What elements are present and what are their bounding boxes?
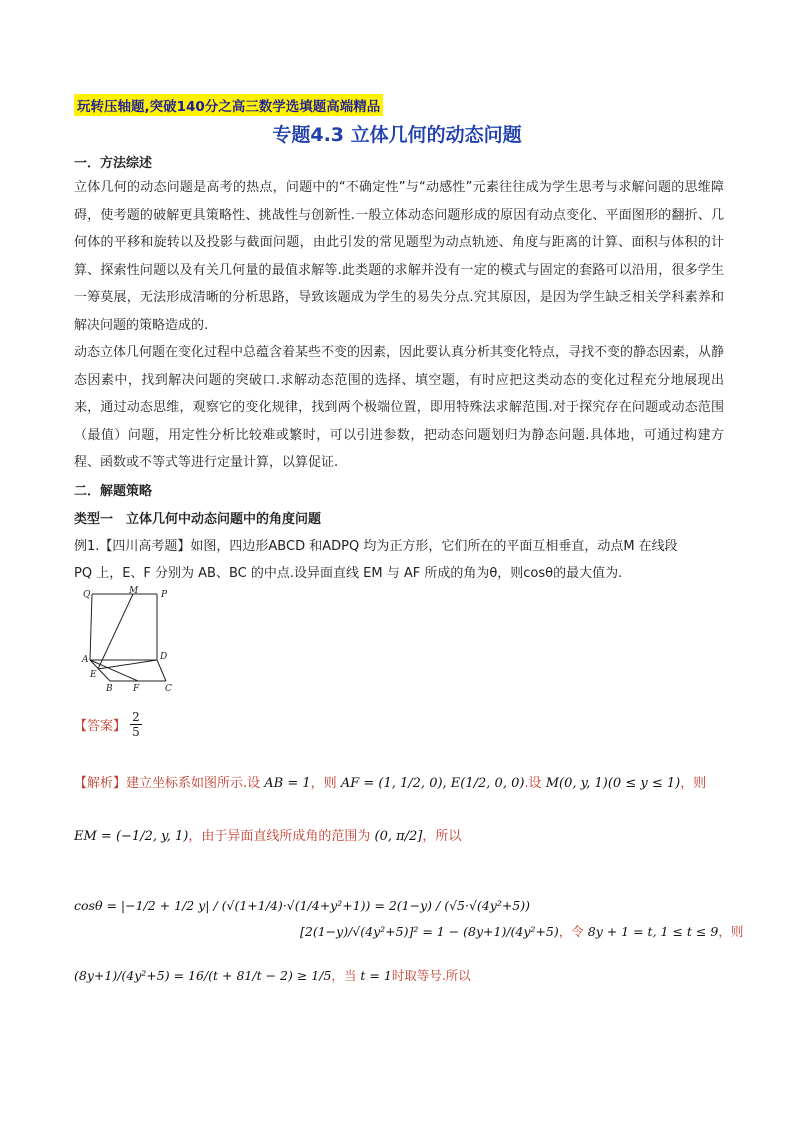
formula-inequality: (8y+1)/(4y²+5) = 16/(t + 81/t − 2) ≥ 1/5: [74, 968, 332, 983]
solution-text-1g: ，则: [680, 776, 707, 791]
formula-substitution: 8y + 1 = t, 1 ≤ t ≤ 9: [587, 924, 719, 939]
answer-numerator: 2: [132, 710, 140, 724]
paragraph-2: 动态立体几何题在变化过程中总蕴含着某些不变的因素，因此要认真分析其变化特点，寻找不变的静态因素，从静态因素中，找到解决问题的突破口.求解动态范围的选择、填空题，有时应把这类动态的变化过程充分地展现出来，通过动态思维，观察它的变化规律，找到两个极端位置，即用特殊法求解范围.对于探究存在问题或动态范围（最值）问题，用定性分析比较难或繁时，可以引进参数，把动态问题划归为静态问题.具体地，可通过构建方程、函数或不等式等进行定量计算，以算促证.: [74, 345, 725, 470]
solution-text-4b: ，当: [331, 968, 357, 983]
label-c: C: [165, 684, 172, 694]
solution-line-3b: [300, 922, 743, 940]
formula-af-e: AF = (1, 1/2, 0), E(1/2, 0, 0): [340, 776, 525, 791]
formula-m: M(0, y, 1)(0 ≤ y ≤ 1): [545, 776, 681, 791]
solution-line-3: [74, 898, 530, 913]
answer-tag: 【答案】: [74, 719, 127, 734]
label-p: P: [161, 590, 168, 600]
answer-denominator: 5: [132, 725, 140, 739]
formula-angle-range: (0, π/2]: [374, 829, 423, 844]
label-a: A: [82, 655, 89, 665]
segment-em: [98, 594, 133, 669]
solution-text-3e: ，则: [718, 924, 744, 939]
solution-line-4: [74, 966, 471, 984]
section-heading-strategy: 二．解题策略: [74, 484, 153, 499]
formula-t-equals-1: t = 1: [360, 968, 392, 983]
paragraph-1: 立体几何的动态问题是高考的热点，问题中的“不确定性”与“动感性”元素往往成为学生思考与求解问题的思维障碍，使考题的破解更具策略性、挑战性与创新性.一般立体动态问题形成的原因有动点变化、平面图形的翻折、几何体的平移和旋转以及投影与截面问题，由此引发的常见题型为动点轨迹、角度与距离的计算、面积与体积的计算、探索性问题以及有关几何量的最值求解等.此类题的求解并没有一定的模式与固定的套路可以沿用，很多学生一筹莫展，无法形成清晰的分析思路，导致该题成为学生的易失分点.究其原因，是因为学生缺乏相关学科素养和解决问题的策略造成的.: [74, 180, 724, 333]
example-line-2: PQ 上，E、F 分别为 AB、BC 的中点.设异面直线 EM 与 AF 所成的角为θ，则cosθ的最大值为.: [74, 566, 623, 581]
label-d: D: [160, 652, 168, 662]
formula-em: EM = (−1/2, y, 1): [74, 829, 189, 844]
solution-text-1c: ，则: [310, 776, 337, 791]
segment-af: [90, 660, 138, 681]
formula-cos-squared: [2(1−y)/√(4y²+5)]² = 1 − (8y+1)/(4y²+5): [300, 924, 559, 939]
type-heading: 类型一 立体几何中动态问题中的角度问题: [74, 512, 322, 527]
label-q: Q: [83, 590, 91, 600]
solution-text-3c: ，令: [558, 924, 584, 939]
label-b: B: [106, 684, 113, 694]
edge-qa: [90, 594, 92, 660]
solution-text-4d: 时取等号.所以: [391, 968, 471, 983]
solution-line-1: [74, 772, 706, 791]
solution-text-2b: ，由于异面直线所成角的范围为: [188, 829, 371, 844]
series-banner: 玩转压轴题,突破140分之高三数学选填题高端精品: [74, 94, 383, 116]
section-heading-method: 一．方法综述: [74, 156, 153, 171]
page-title: 专题4.3 立体几何的动态问题: [272, 124, 522, 146]
geometry-figure: [76, 585, 186, 695]
formula-cos-theta: cosθ = |−1/2 + 1/2 y| / (√(1+1/4)·√(1/4+y²+1)) = 2(1−y) / (√5·√(4y²+5)): [74, 898, 531, 913]
solution-text-1a: 建立坐标系如图所示.设: [126, 776, 261, 791]
solution-line-2: [74, 825, 461, 844]
label-f: F: [133, 684, 140, 694]
solution-tag: 【解析】: [74, 776, 127, 791]
label-m: M: [129, 586, 139, 596]
formula-ab: AB = 1: [264, 776, 311, 791]
edge-dc: [157, 660, 166, 681]
segment-ed: [98, 660, 157, 669]
solution-text-1e: .设: [524, 776, 542, 791]
label-e: E: [90, 670, 97, 680]
answer-block: [74, 710, 142, 739]
solution-text-2d: ，所以: [422, 829, 462, 844]
example-line-1: 例1.【四川高考题】如图，四边形ABCD 和ADPQ 均为正方形，它们所在的平面互相垂直，动点M 在线段: [74, 539, 678, 554]
answer-fraction: [130, 710, 142, 739]
